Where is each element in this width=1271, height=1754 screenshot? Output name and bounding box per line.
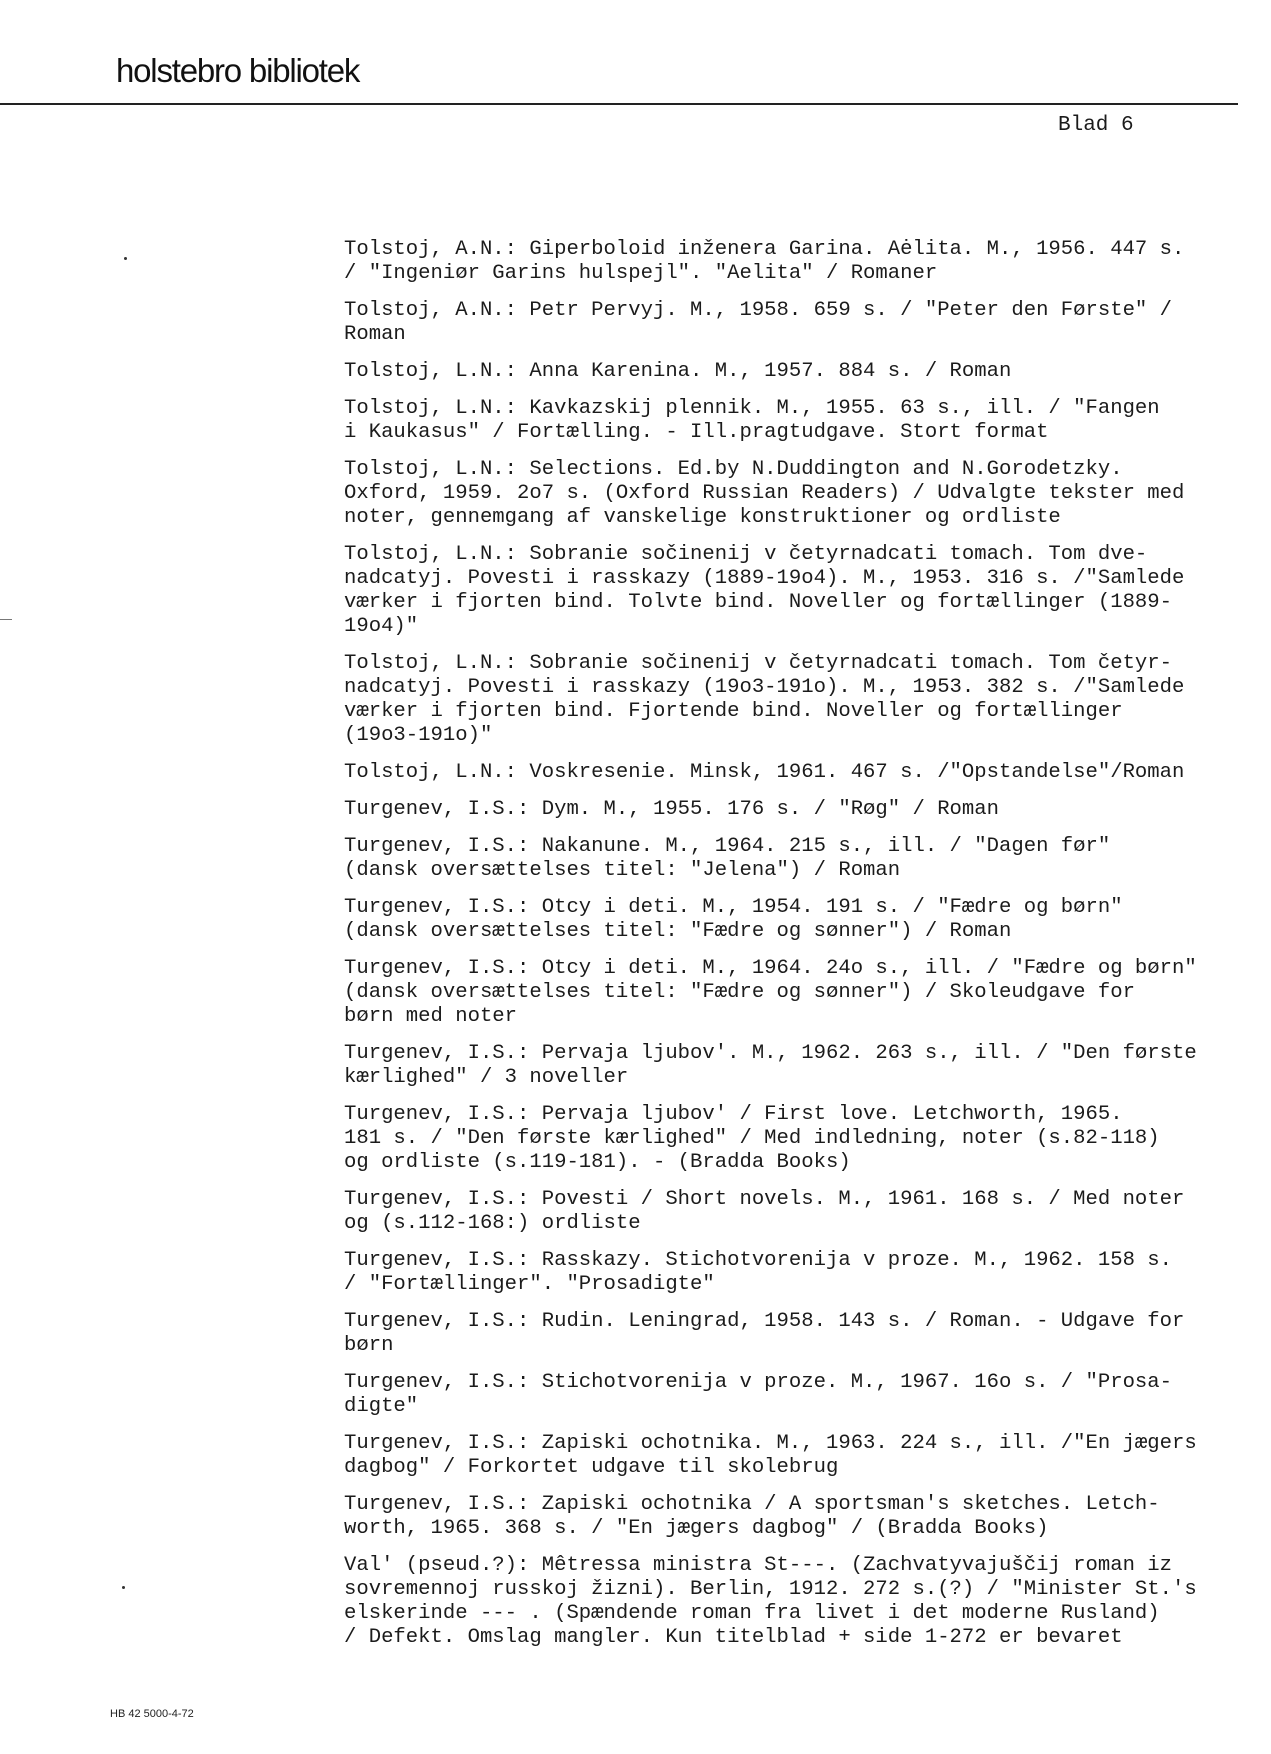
catalog-entry: Turgenev, I.S.: Rasskazy. Stichotvorenija v proze. M., 1962. 158 s. / "Fortællinger". "Prosadigte"	[344, 1249, 1173, 1296]
catalog-entry: Turgenev, I.S.: Povesti / Short novels. M., 1961. 168 s. / Med noter og (s.112-168:) ordliste	[344, 1188, 1185, 1235]
catalog-entry: Turgenev, I.S.: Zapiski ochotnika / A sportsman's sketches. Letch- worth, 1965. 368 s. / "En jægers dagbog" / (Bradda Books)	[344, 1493, 1160, 1540]
catalog-entry: Tolstoj, L.N.: Sobranie sočinenij v četyrnadcati tomach. Tom dve- nadcatyj. Povesti i rasskazy (1889-19o4). M., 1953. 316 s. /"Samlede værker i fjorten bind. Tolvte bind. Noveller og fortællinger (1889- 19o4)"	[344, 543, 1185, 638]
library-letterhead: holstebro bibliotek	[116, 52, 360, 89]
catalog-entry: Turgenev, I.S.: Nakanune. M., 1964. 215 s., ill. / "Dagen før" (dansk oversættelses titel: "Jelena") / Roman	[344, 835, 1111, 882]
margin-dot	[122, 1586, 125, 1589]
margin-tick	[0, 619, 12, 620]
catalog-entry: Tolstoj, A.N.: Giperboloid inženera Garina. Aėlita. M., 1956. 447 s. / "Ingeniør Garins hulspejl". "Aelita" / Romaner	[344, 238, 1185, 285]
sheet-number: Blad 6	[1058, 114, 1134, 137]
catalog-entry: Turgenev, I.S.: Stichotvorenija v proze. M., 1967. 16o s. / "Prosa- digte"	[344, 1371, 1173, 1418]
catalog-entry: Tolstoj, L.N.: Sobranie sočinenij v četyrnadcati tomach. Tom četyr- nadcatyj. Povesti i rasskazy (19o3-191o). M., 1953. 382 s. /"Samlede værker i fjorten bind. Fjortende bind. Noveller og fortællinger (19o3-191o)"	[344, 652, 1185, 747]
catalog-entry: Val' (pseud.?): Mêtressa ministra St---. (Zachvatyvajuščij roman iz sovremennoj russkoj žizni). Berlin, 1912. 272 s.(?) / "Minister St.'s elskerinde --- . (Spændende roman fra livet i det moderne Rusland) / Defekt. Omslag mangler. Kun titelblad + side 1-272 er bevaret	[344, 1554, 1197, 1649]
catalog-entry: Turgenev, I.S.: Dym. M., 1955. 176 s. / "Røg" / Roman	[344, 798, 999, 821]
catalog-entry: Turgenev, I.S.: Zapiski ochotnika. M., 1963. 224 s., ill. /"En jægers dagbog" / Forkortet udgave til skolebrug	[344, 1432, 1197, 1479]
catalog-entry: Tolstoj, L.N.: Anna Karenina. M., 1957. 884 s. / Roman	[344, 360, 1012, 383]
catalog-entry: Tolstoj, L.N.: Selections. Ed.by N.Duddington and N.Gorodetzky. Oxford, 1959. 2o7 s. (Oxford Russian Readers) / Udvalgte tekster med noter, gennemgang af vanskelige konstruktioner og ordliste	[344, 458, 1185, 529]
catalog-entry: Turgenev, I.S.: Pervaja ljubov'. M., 1962. 263 s., ill. / "Den første kærlighed" / 3 noveller	[344, 1042, 1197, 1089]
catalog-entry: Turgenev, I.S.: Pervaja ljubov' / First love. Letchworth, 1965. 181 s. / "Den første kærlighed" / Med indledning, noter (s.82-118) og ordliste (s.119-181). - (Bradda Books)	[344, 1103, 1160, 1174]
catalog-entry: Turgenev, I.S.: Otcy i deti. M., 1964. 24o s., ill. / "Fædre og børn" (dansk oversættelses titel: "Fædre og sønner") / Skoleudgave for børn med noter	[344, 957, 1197, 1028]
catalog-entry: Turgenev, I.S.: Rudin. Leningrad, 1958. 143 s. / Roman. - Udgave for børn	[344, 1310, 1185, 1357]
catalog-entry: Tolstoj, A.N.: Petr Pervyj. M., 1958. 659 s. / "Peter den Første" / Roman	[344, 299, 1173, 346]
catalog-entry: Tolstoj, L.N.: Kavkazskij plennik. M., 1955. 63 s., ill. / "Fangen i Kaukasus" / Fortælling. - Ill.pragtudgave. Stort format	[344, 397, 1160, 444]
catalog-entry: Turgenev, I.S.: Otcy i deti. M., 1954. 191 s. / "Fædre og børn" (dansk oversættelses titel: "Fædre og sønner") / Roman	[344, 896, 1123, 943]
catalog-entry: Tolstoj, L.N.: Voskresenie. Minsk, 1961. 467 s. /"Opstandelse"/Roman	[344, 761, 1185, 784]
header-rule	[0, 103, 1238, 105]
margin-dot	[124, 257, 127, 260]
form-code: HB 42 5000-4-72	[110, 1708, 194, 1720]
catalog-entry-list	[344, 238, 1224, 1663]
